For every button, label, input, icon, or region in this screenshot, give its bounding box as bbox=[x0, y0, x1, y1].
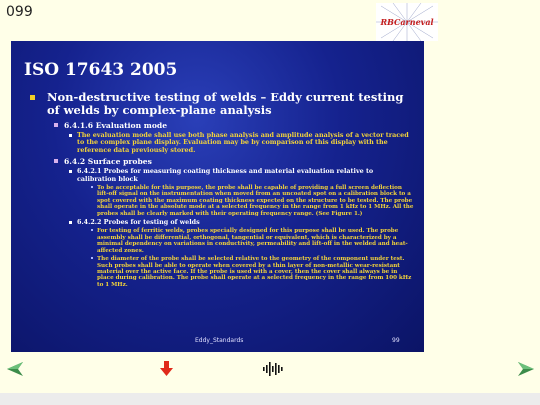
svg-text:RBCarneval: RBCarneval bbox=[380, 17, 434, 27]
section-surface-probes-heading: 6.4.2 Surface probes bbox=[64, 157, 152, 167]
slide-title: ISO 17643 2005 bbox=[24, 60, 178, 80]
weld-probes-text-1: For testing of ferritic welds, probes specially designed for this purpose shall be used. The probe assembly shall be differential, orthogonal, tangential or equivalent, which is characterized by a minimal dependency on variations in conductivity, permeability and lift-off in the welded and heat-affected zones. bbox=[29, 228, 414, 254]
page-number: 099 bbox=[6, 4, 33, 20]
slide-footer-page: 99 bbox=[392, 337, 400, 344]
section-evaluation-mode bbox=[29, 121, 414, 130]
audio-waveform-icon[interactable] bbox=[262, 361, 284, 377]
slide-footer: Eddy_Standards bbox=[195, 337, 244, 344]
square-bullet-icon bbox=[54, 123, 58, 127]
coating-thickness-heading: 6.4.2.1 Probes for measuring coating thickness and material evaluation relative to calibration block bbox=[29, 168, 414, 183]
bottom-strip bbox=[0, 393, 540, 405]
down-arrow-icon[interactable] bbox=[160, 361, 173, 377]
weld-probes-text-2: The diameter of the probe shall be selected relative to the geometry of the component under test. Such probes shall be able to operate when covered by a thin layer of non-metallic wear-resistant material over the active face. If the probe is used with a cover, then the cover shall always be in place during calibration. The probe shall operate at a selected frequency in the range from 100 kHz to 1 MHz. bbox=[29, 256, 414, 288]
rbcarneval-logo bbox=[376, 3, 438, 41]
square-bullet-icon bbox=[91, 229, 93, 231]
main-bullet-text: Non-destructive testing of welds – Eddy current testing of welds by complex-plane analysis bbox=[47, 90, 404, 117]
slide-content bbox=[29, 91, 414, 288]
main-bullet bbox=[29, 91, 414, 117]
square-bullet-icon bbox=[91, 186, 93, 188]
section-surface-probes bbox=[29, 157, 414, 166]
square-bullet-icon bbox=[91, 257, 93, 259]
square-bullet-icon bbox=[69, 221, 72, 224]
coating-thickness-text: To be acceptable for this purpose, the probe shall be capable of providing a full screen deflection lift-off signal on the instrumentation when moved from an uncoated spot on a calibration block to a spot covered with the maximum coating thickness expected on the structure to be tested. The probe shall operate in the absolute mode at a selected frequency in the range from 1 kHz to 1 MHz. All the probes shall be clearly marked with their operating frequency range. (See Figure 1.) bbox=[29, 185, 414, 217]
evaluation-mode-text: The evaluation mode shall use both phase analysis and amplitude analysis of a vector traced to the complex plane display. Evaluation may be by comparison of this display with the reference data previously stored. bbox=[29, 132, 414, 154]
right-arrow-icon[interactable] bbox=[517, 360, 535, 378]
square-bullet-icon bbox=[69, 134, 72, 137]
square-bullet-icon bbox=[69, 170, 72, 173]
square-bullet-icon bbox=[54, 159, 58, 163]
left-arrow-icon[interactable] bbox=[6, 360, 24, 378]
slide-panel bbox=[11, 41, 424, 352]
weld-probes-heading: 6.4.2.2 Probes for testing of welds bbox=[29, 219, 414, 226]
section-evaluation-mode-heading: 6.4.1.6 Evaluation mode bbox=[64, 121, 168, 130]
yellow-square-bullet-icon bbox=[30, 95, 35, 100]
